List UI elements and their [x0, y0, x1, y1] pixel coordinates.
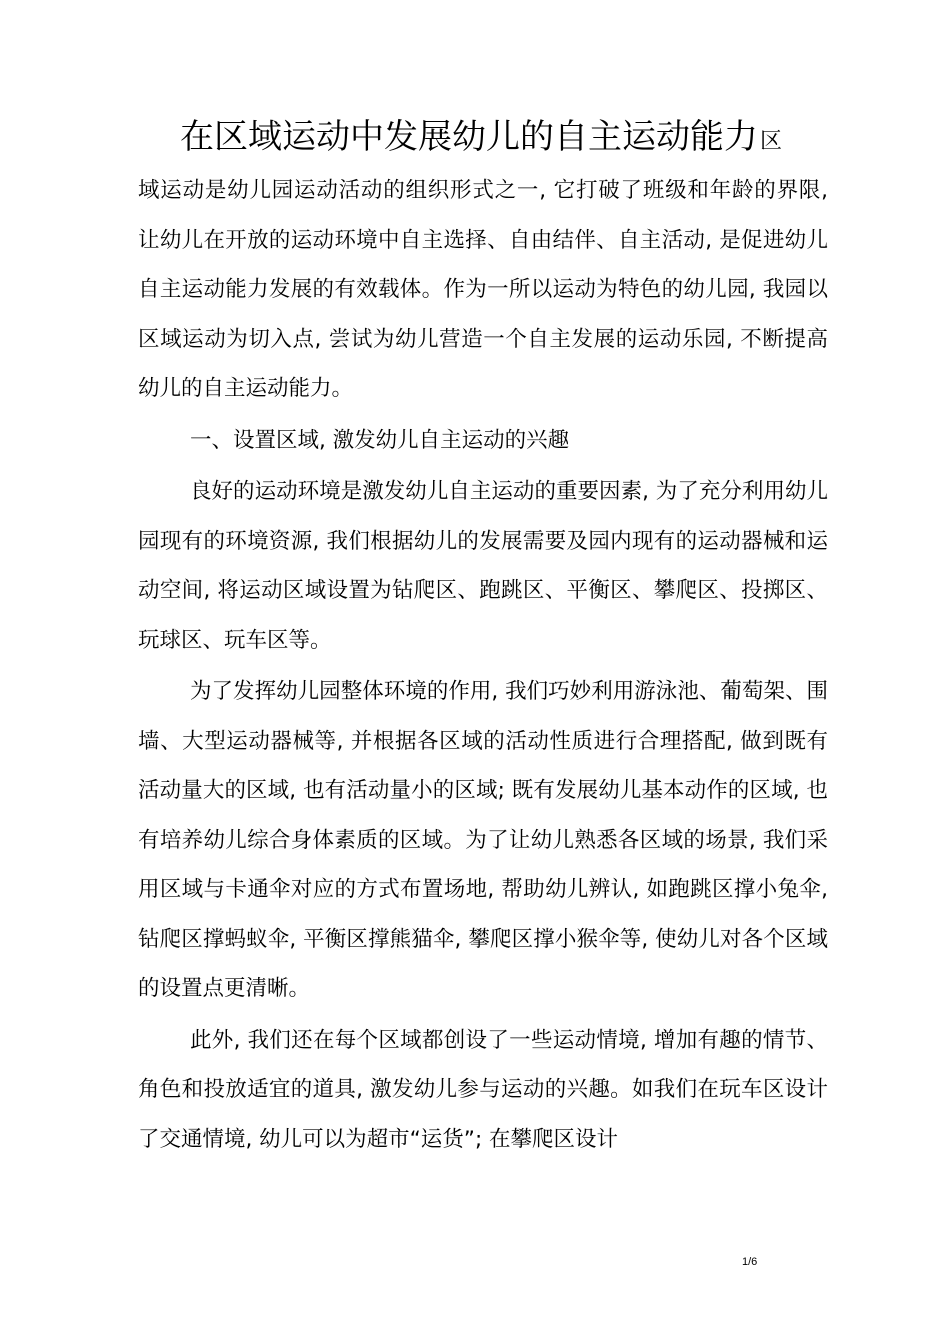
document-title: [180, 112, 840, 162]
document-body: [138, 166, 828, 1164]
paragraph-layout: 为了发挥幼儿园整体环境的作用, 我们巧妙利用游泳池、葡萄架、围墙、大型运动器械等, 并根据各区域的活动性质进行合理搭配, 做到既有活动量大的区域, 也有活动量小的区域; 既有发展幼儿基本动作的区域, 也有培养幼儿综合身体素质的区域。为了让幼儿熟悉各区域的场景, 我们采用区域与卡通伞对应的方式布置场地, 帮助幼儿辨认, 如跑跳区撑小兔伞, 钻爬区撑蚂蚁伞, 平衡区撑熊猫伞, 攀爬区撑小猴伞等, 使幼儿对各个区域的设置点更清晰。: [138, 679, 828, 1001]
paragraph-scenarios: 此外, 我们还在每个区域都创设了一些运动情境, 增加有趣的情节、角色和投放适宜的道具, 激发幼儿参与运动的兴趣。如我们在玩车区设计了交通情境, 幼儿可以为超市“运货”; 在攀爬区设计: [138, 1027, 828, 1152]
title-text: 在区域运动中发展幼儿的自主运动能力: [180, 117, 758, 157]
title-trailing-text: 区: [760, 129, 783, 154]
page-number: 1/6: [742, 1256, 758, 1268]
section-heading: 一、设置区域, 激发幼儿自主运动的兴趣: [190, 427, 570, 453]
paragraph-intro: 域运动是幼儿园运动活动的组织形式之一, 它打破了班级和年龄的界限, 让幼儿在开放的运动环境中自主选择、自由结伴、自主活动, 是促进幼儿自主运动能力发展的有效载体。作为一所以运动为特色的幼儿园, 我园以区域运动为切入点, 尝试为幼儿营造一个自主发展的运动乐园, 不断提高幼儿的自主运动能力。: [138, 178, 828, 401]
paragraph-environment: 良好的运动环境是激发幼儿自主运动的重要因素, 为了充分利用幼儿园现有的环境资源, 我们根据幼儿的发展需要及园内现有的运动器械和运动空间, 将运动区域设置为钻爬区、跑跳区、平衡区、攀爬区、投掷区、玩球区、玩车区等。: [138, 479, 828, 653]
